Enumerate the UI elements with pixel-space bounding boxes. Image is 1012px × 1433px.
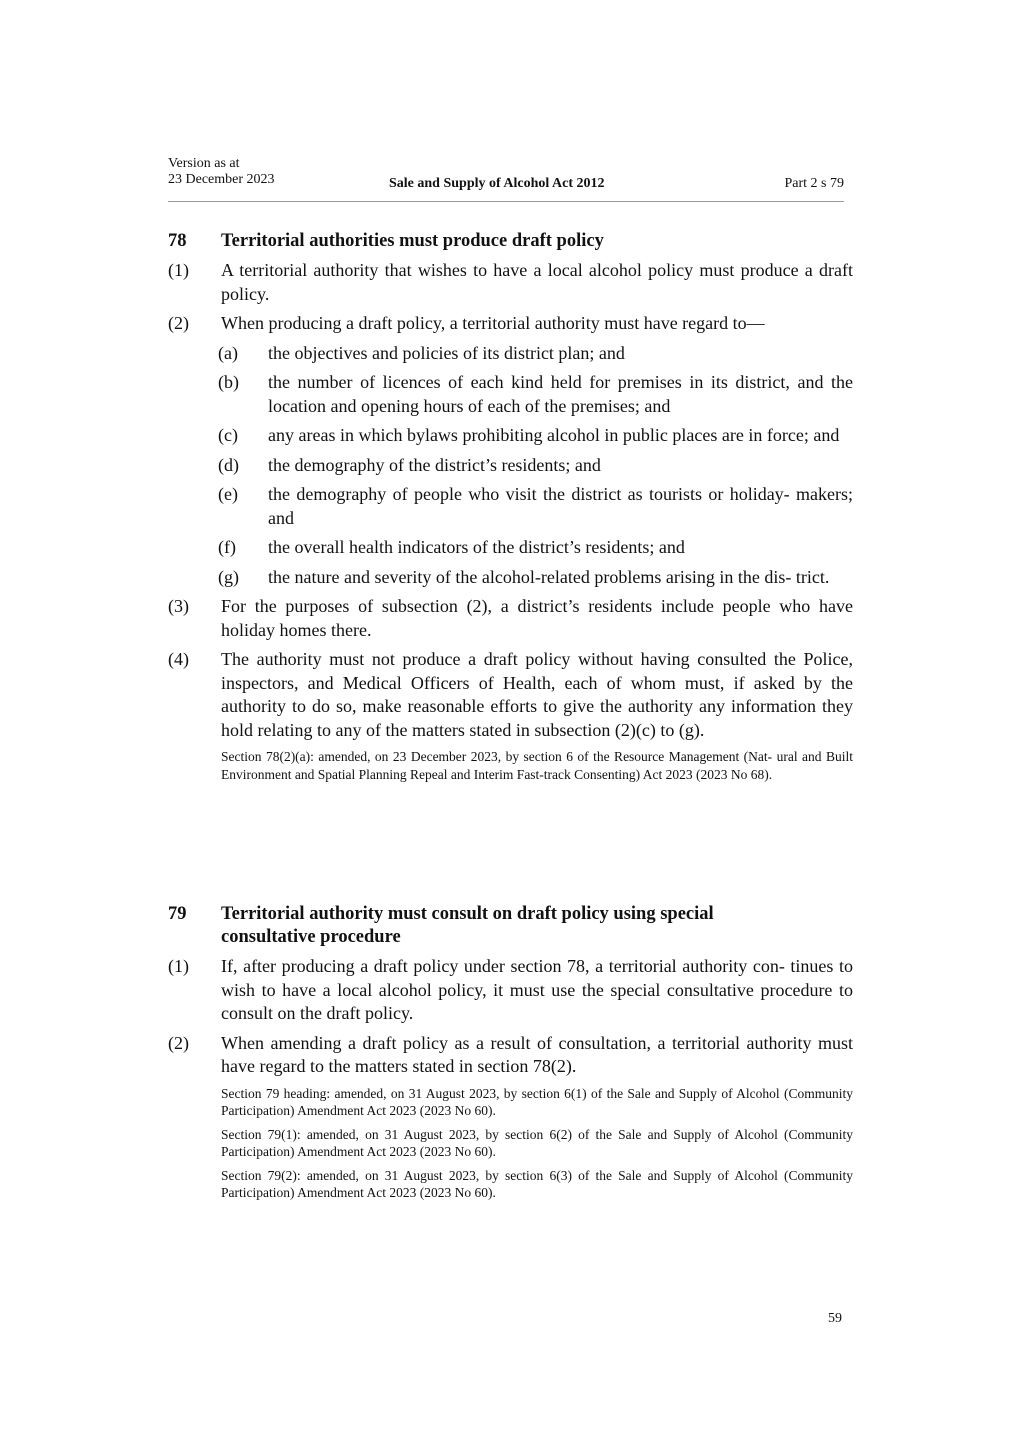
subsection (168, 312, 853, 336)
paragraph-label: (f) (218, 537, 236, 557)
running-header (168, 155, 844, 202)
subsection (168, 259, 853, 306)
paragraph-item (218, 454, 853, 478)
section-title-line: Territorial authority must consult on draft policy using special (221, 904, 714, 924)
paragraph-label: (g) (218, 566, 239, 587)
section-title (221, 903, 853, 949)
section-title-line: consultative procedure (221, 927, 401, 947)
subsection (168, 955, 853, 1026)
paragraph-list (218, 342, 853, 590)
subsection-number: (2) (168, 313, 189, 333)
section-heading (168, 230, 853, 253)
paragraph-text: the objectives and policies of its district plan; and (268, 342, 625, 363)
paragraph-label: (e) (218, 484, 238, 504)
paragraph-label: (c) (218, 425, 238, 445)
section-heading (168, 903, 853, 949)
amendment-note: Section 79 heading: amended, on 31 August 2023, by section 6(1) of the Sale and Supply of Alcohol (Community Participation) Amendment Act 2023 (2023 No 60). (221, 1085, 853, 1118)
paragraph-item (218, 342, 853, 366)
subsection-text: The authority must not produce a draft policy without having consulted the Police, inspectors, and Medical Officers of Health, each of whom must, if asked by the authority to do so, make reasonable efforts to give the authority any information they hold relating to any of the matters stated in subsection (2)(c) to (g). (221, 649, 853, 740)
paragraph-label: (d) (218, 454, 239, 475)
paragraph-text: the number of licences of each kind held for premises in its district, and the location and opening hours of each of the premises; and (268, 372, 853, 416)
section-number: 78 (168, 231, 187, 251)
paragraph-text: the demography of the district’s residents; and (268, 454, 601, 475)
version-line-1: Version as at (168, 156, 240, 171)
paragraph-text: the nature and severity of the alcohol-related problems arising in the dis- trict. (268, 566, 830, 587)
version-label (168, 156, 275, 188)
subsection-number: (3) (168, 596, 189, 616)
subsection (168, 648, 853, 742)
paragraph-item (218, 483, 853, 530)
paragraph-item (218, 424, 853, 448)
act-title: Sale and Supply of Alcohol Act 2012 (389, 176, 605, 191)
subsection-text: When amending a draft policy as a result of consultation, a territorial authority must have regard to the matters stated in section 78(2). (221, 1032, 853, 1076)
subsection-number: (4) (168, 649, 189, 669)
paragraph-label: (b) (218, 372, 239, 392)
subsection-number: (1) (168, 260, 189, 280)
page-number: 59 (828, 1311, 842, 1326)
subsection-number: (2) (168, 1032, 189, 1053)
subsection (168, 1032, 853, 1079)
paragraph-item (218, 566, 853, 590)
paragraph-text: the demography of people who visit the district as tourists or holiday- makers; and (268, 484, 853, 528)
subsection-text: When producing a draft policy, a territorial authority must have regard to— (221, 313, 765, 333)
section-number: 79 (168, 904, 187, 924)
paragraph-item (218, 371, 853, 418)
subsection (168, 595, 853, 642)
part-section-ref: Part 2 s 79 (784, 176, 844, 191)
paragraph-label: (a) (218, 342, 238, 363)
subsection-text: For the purposes of subsection (2), a district’s residents include people who have holiday homes there. (221, 596, 853, 640)
section-78 (168, 230, 853, 783)
version-date: 23 December 2023 (168, 172, 275, 187)
paragraph-text: the overall health indicators of the district’s residents; and (268, 537, 685, 557)
subsection-text: A territorial authority that wishes to have a local alcohol policy must produce a draft policy. (221, 260, 853, 304)
paragraph-item (218, 536, 853, 560)
section-79 (168, 903, 853, 1202)
amendment-note: Section 79(1): amended, on 31 August 2023, by section 6(2) of the Sale and Supply of Alcohol (Community Participation) Amendment Act 2023 (2023 No 60). (221, 1126, 853, 1159)
subsection-text: If, after producing a draft policy under section 78, a territorial authority con- tinues to wish to have a local alcohol policy, it must use the special consultative procedure to consult on the draft policy. (221, 956, 853, 1023)
amendment-note: Section 78(2)(a): amended, on 23 December 2023, by section 6 of the Resource Management (Nat- ural and Built Environment and Spatial Planning Repeal and Interim Fast-track Consenting) Act 2023 (2023 No 68). (221, 749, 853, 782)
subsection-number: (1) (168, 956, 189, 976)
amendment-note: Section 79(2): amended, on 31 August 2023, by section 6(3) of the Sale and Supply of Alcohol (Community Participation) Amendment Act 2023 (2023 No 60). (221, 1167, 853, 1200)
section-title: Territorial authorities must produce draft policy (221, 231, 604, 251)
paragraph-text: any areas in which bylaws prohibiting alcohol in public places are in force; and (268, 425, 840, 445)
